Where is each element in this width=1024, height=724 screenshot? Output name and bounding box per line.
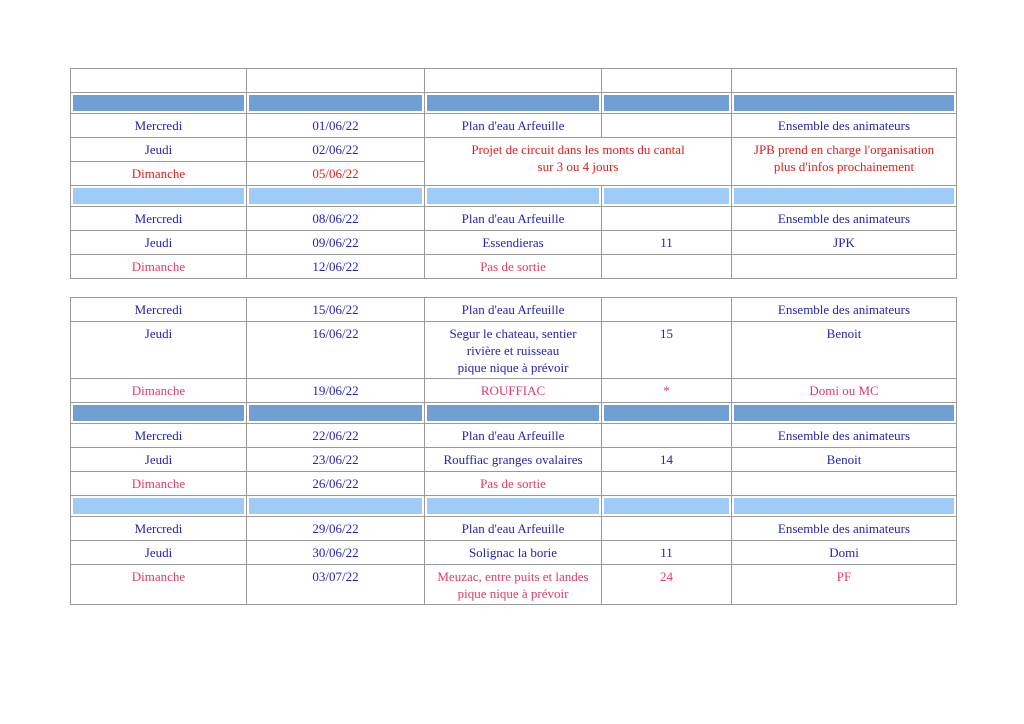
lead-line: plus d'infos prochainement — [773, 159, 915, 174]
header-row — [71, 69, 957, 93]
date-cell: 23/06/22 — [247, 448, 425, 472]
table-row — [71, 424, 957, 448]
lead-line: JPB prend en charge l'organisation — [753, 142, 935, 157]
table-row — [71, 298, 957, 322]
place-cell: Plan d'eau Arfeuille — [425, 424, 602, 448]
place-line: pique nique à prévoir — [457, 586, 569, 601]
date-cell: 05/06/22 — [247, 162, 425, 186]
separator-bar — [604, 498, 729, 514]
table-row — [71, 138, 957, 162]
place-cell — [425, 565, 602, 605]
separator-bar — [73, 405, 244, 421]
table-row — [71, 322, 957, 379]
place-cell: Solignac la borie — [425, 541, 602, 565]
place-line: Projet de circuit dans les monts du cantal — [471, 142, 685, 157]
separator-bar — [249, 405, 422, 421]
lead-cell — [732, 472, 957, 496]
place-line: pique nique à prévoir — [457, 360, 569, 375]
date-cell: 30/06/22 — [247, 541, 425, 565]
header-cell — [247, 69, 425, 93]
day-cell: Mercredi — [71, 424, 247, 448]
separator-bar — [427, 188, 599, 204]
date-cell: 22/06/22 — [247, 424, 425, 448]
km-cell: 11 — [602, 541, 732, 565]
separator-bar — [249, 498, 422, 514]
place-cell: Plan d'eau Arfeuille — [425, 114, 602, 138]
lead-cell: Domi — [732, 541, 957, 565]
date-cell: 15/06/22 — [247, 298, 425, 322]
place-cell: ROUFFIAC — [425, 379, 602, 403]
lead-cell: Ensemble des animateurs — [732, 424, 957, 448]
separator-bar — [734, 95, 954, 111]
table-row — [71, 207, 957, 231]
day-cell: Jeudi — [71, 541, 247, 565]
km-cell: 15 — [602, 322, 732, 379]
place-line: Segur le chateau, sentier — [449, 326, 577, 341]
table-row — [71, 448, 957, 472]
day-cell: Jeudi — [71, 231, 247, 255]
table-row — [71, 114, 957, 138]
separator-bar — [734, 188, 954, 204]
place-cell: Essendieras — [425, 231, 602, 255]
day-cell: Dimanche — [71, 162, 247, 186]
km-cell: * — [602, 379, 732, 403]
lead-cell: Benoit — [732, 322, 957, 379]
separator-bar — [604, 95, 729, 111]
date-cell: 01/06/22 — [247, 114, 425, 138]
lead-cell — [732, 255, 957, 279]
day-cell: Mercredi — [71, 298, 247, 322]
km-cell — [602, 517, 732, 541]
km-cell: 24 — [602, 565, 732, 605]
day-cell: Dimanche — [71, 255, 247, 279]
place-line: Meuzac, entre puits et landes — [437, 569, 589, 584]
separator-bar — [604, 405, 729, 421]
day-cell: Mercredi — [71, 114, 247, 138]
day-cell: Dimanche — [71, 379, 247, 403]
separator-bar — [73, 498, 244, 514]
place-cell — [425, 322, 602, 379]
separator-bar — [427, 498, 599, 514]
date-cell: 29/06/22 — [247, 517, 425, 541]
table-row — [71, 565, 957, 605]
separator-bar — [73, 95, 244, 111]
table-row — [71, 255, 957, 279]
place-cell: Plan d'eau Arfeuille — [425, 517, 602, 541]
table-row — [71, 517, 957, 541]
day-cell: Jeudi — [71, 322, 247, 379]
km-cell: 11 — [602, 231, 732, 255]
separator-row — [71, 93, 957, 114]
place-cell: Rouffiac granges ovalaires — [425, 448, 602, 472]
separator-row — [71, 186, 957, 207]
lead-cell: Benoit — [732, 448, 957, 472]
separator-bar — [427, 405, 599, 421]
lead-cell: Ensemble des animateurs — [732, 298, 957, 322]
table-row — [71, 231, 957, 255]
separator-bar — [249, 188, 422, 204]
date-cell: 08/06/22 — [247, 207, 425, 231]
lead-cell: JPK — [732, 231, 957, 255]
km-cell — [602, 298, 732, 322]
place-cell: Pas de sortie — [425, 255, 602, 279]
day-cell: Dimanche — [71, 472, 247, 496]
day-cell: Jeudi — [71, 138, 247, 162]
date-cell: 19/06/22 — [247, 379, 425, 403]
table-row — [71, 379, 957, 403]
lead-cell: PF — [732, 565, 957, 605]
header-cell — [71, 69, 247, 93]
place-cell: Plan d'eau Arfeuille — [425, 207, 602, 231]
place-line: rivière et ruisseau — [466, 343, 560, 358]
day-cell: Mercredi — [71, 207, 247, 231]
separator-bar — [734, 498, 954, 514]
lead-cell: Domi ou MC — [732, 379, 957, 403]
date-cell: 09/06/22 — [247, 231, 425, 255]
km-cell — [602, 114, 732, 138]
lead-cell: Ensemble des animateurs — [732, 207, 957, 231]
date-cell: 12/06/22 — [247, 255, 425, 279]
table-row — [71, 541, 957, 565]
date-cell: 16/06/22 — [247, 322, 425, 379]
separator-bar — [604, 188, 729, 204]
header-cell — [425, 69, 602, 93]
separator-bar — [427, 95, 599, 111]
merged-place-cell — [425, 138, 732, 186]
place-cell: Plan d'eau Arfeuille — [425, 298, 602, 322]
km-cell — [602, 207, 732, 231]
table-row — [71, 472, 957, 496]
day-cell: Mercredi — [71, 517, 247, 541]
date-cell: 02/06/22 — [247, 138, 425, 162]
km-cell: 14 — [602, 448, 732, 472]
merged-lead-cell — [732, 138, 957, 186]
km-cell — [602, 255, 732, 279]
date-cell: 03/07/22 — [247, 565, 425, 605]
header-cell — [732, 69, 957, 93]
separator-bar — [249, 95, 422, 111]
km-cell — [602, 424, 732, 448]
separator-row — [71, 403, 957, 424]
place-line: sur 3 ou 4 jours — [537, 159, 619, 174]
separator-bar — [734, 405, 954, 421]
place-cell: Pas de sortie — [425, 472, 602, 496]
day-cell: Dimanche — [71, 565, 247, 605]
schedule-table-2 — [70, 297, 957, 605]
separator-row — [71, 496, 957, 517]
lead-cell: Ensemble des animateurs — [732, 517, 957, 541]
day-cell: Jeudi — [71, 448, 247, 472]
lead-cell: Ensemble des animateurs — [732, 114, 957, 138]
separator-bar — [73, 188, 244, 204]
date-cell: 26/06/22 — [247, 472, 425, 496]
schedule-table-1 — [70, 68, 957, 279]
km-cell — [602, 472, 732, 496]
header-cell — [602, 69, 732, 93]
